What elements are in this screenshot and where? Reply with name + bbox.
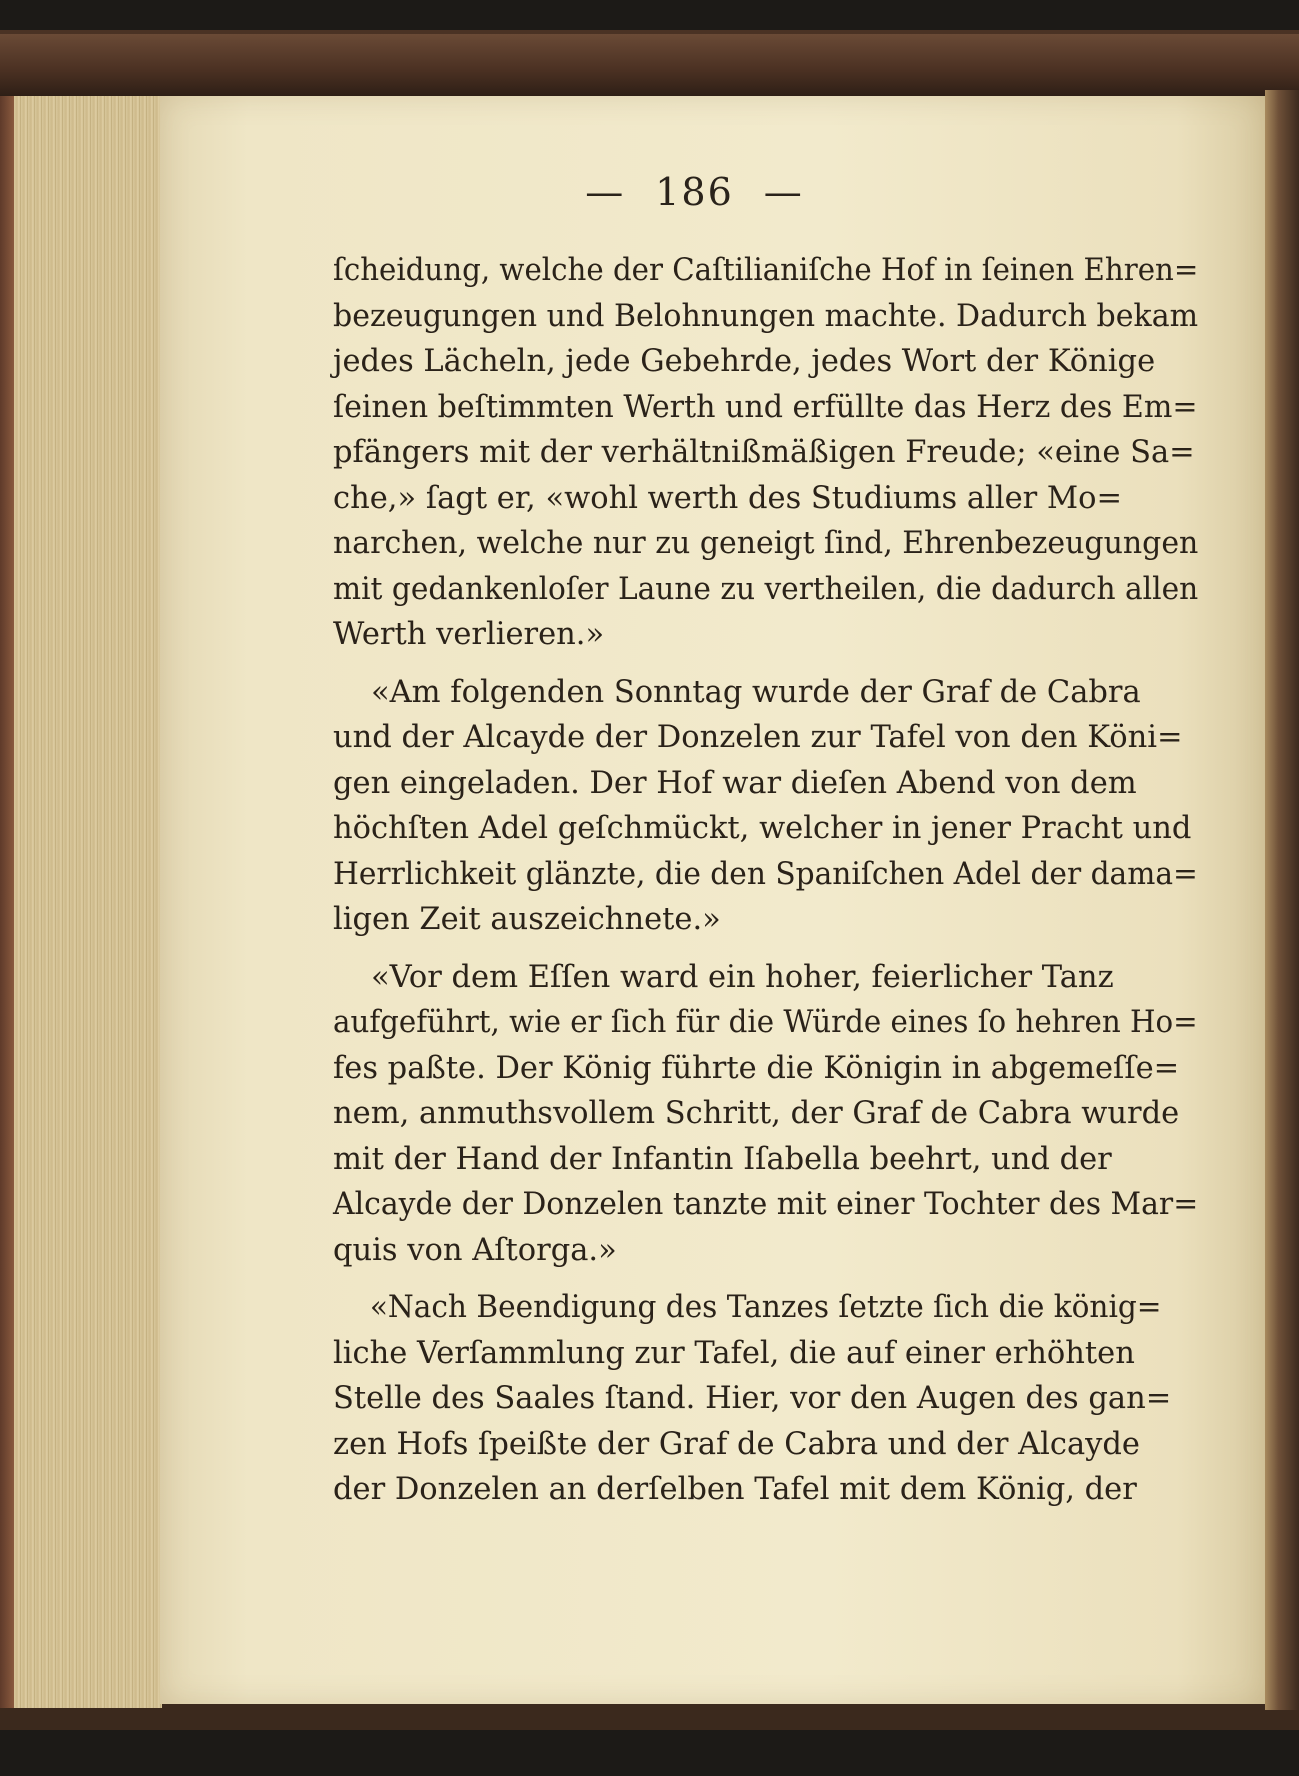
text-line: ſcheidung, welche der Caſtilianiſche Hof in ſeinen Ehren= — [333, 253, 1199, 288]
page-number-header — [0, 170, 1299, 214]
book-right-edge — [1265, 90, 1299, 1710]
text-line: Herrlichkeit glänzte, die den Spaniſchen Adel der dama= — [333, 856, 1198, 892]
paragraph-3 — [333, 955, 1198, 1274]
page-number-dash-left: — — [585, 170, 626, 214]
text-line: pfängers mit der verhältnißmäßigen Freude; «eine Sa= — [333, 435, 1195, 470]
paragraph-2 — [333, 670, 1198, 943]
paragraph-4 — [333, 1285, 1198, 1513]
text-line: aufgeführt, wie er ſich für die Würde eines ſo hehren Ho= — [333, 1005, 1198, 1040]
text-line: ſeinen beſtimmten Werth und erfüllte das Herz des Em= — [333, 389, 1198, 425]
text-line: und der Alcayde der Donzelen zur Tafel von den Köni= — [333, 720, 1183, 755]
text-line: bezeugungen und Belohnungen machte. Dadurch bekam — [333, 298, 1199, 334]
text-line: nem, anmuthsvollem Schritt, der Graf de Cabra wurde — [333, 1096, 1180, 1131]
text-line: quis von Aſtorga.» — [333, 1232, 617, 1268]
text-line: höchſten Adel geſchmückt, welcher in jener Pracht und — [333, 811, 1192, 846]
text-line: «Am folgenden Sonntag wurde der Graf de Cabra — [371, 674, 1141, 710]
text-line: «Vor dem Eſſen ward ein hoher, feierlicher Tanz — [371, 959, 1114, 995]
text-line: liche Verſammlung zur Tafel, die auf einer erhöhten — [333, 1335, 1135, 1371]
text-line: zen Hofs ſpeißte der Graf de Cabra und der Alcayde — [333, 1426, 1140, 1462]
text-line: gen eingeladen. Der Hof war dieſen Abend von dem — [333, 765, 1137, 801]
text-line: ligen Zeit auszeichnete.» — [333, 902, 721, 937]
binding-edge — [0, 96, 14, 1708]
text-line: mit der Hand der Infantin Iſabella beehrt, und der — [333, 1141, 1112, 1177]
page-number: 186 — [655, 170, 734, 214]
text-line: der Donzelen an derſelben Tafel mit dem König, der — [333, 1472, 1137, 1507]
page-body-text — [333, 248, 1198, 1513]
page-number-dash-right: — — [763, 170, 804, 214]
text-line: narchen, welche nur zu geneigt ſind, Ehrenbezeugungen — [333, 526, 1199, 561]
text-line: jedes Lächeln, jede Gebehrde, jedes Wort der Könige — [333, 344, 1156, 379]
text-line: che,» ſagt er, «wohl werth des Studiums aller Mo= — [333, 480, 1123, 516]
paragraph-1 — [333, 248, 1198, 658]
book-cover-top-edge — [0, 34, 1299, 96]
text-line: Alcayde der Donzelen tanzte mit einer Tochter des Mar= — [333, 1187, 1199, 1222]
page-stack-left — [0, 96, 162, 1708]
text-line: «Nach Beendigung des Tanzes ſetzte ſich die könig= — [369, 1290, 1162, 1325]
text-line: fes paßte. Der König führte die Königin in abgemeſſe= — [333, 1050, 1180, 1086]
text-line: mit gedankenloſer Laune zu vertheilen, die dadurch allen — [333, 571, 1199, 607]
text-line: Werth verlieren.» — [333, 617, 605, 652]
text-line: Stelle des Saales ſtand. Hier, vor den Augen des gan= — [333, 1381, 1172, 1416]
